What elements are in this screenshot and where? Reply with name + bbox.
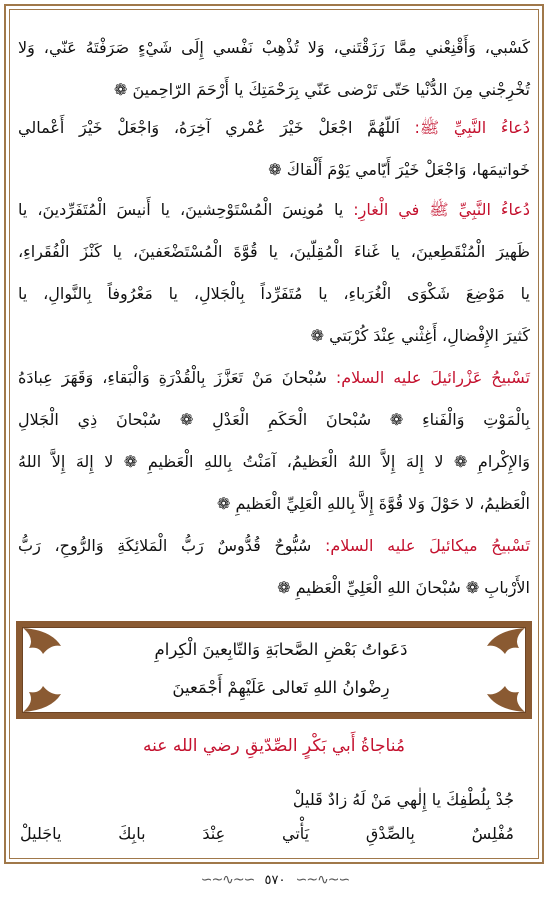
poem-line: مُفْلِسٌ بِالصِّدْقِ يَأْتي عِنْدَ بابِكَ ياجَليلْ [20,824,514,843]
text-line [18,284,530,303]
text-line [18,410,530,429]
prayer-text: خَواتيمَها، وَاجْعَلْ خَيْرَ أَيّامي يَوْمَ أَلْقاكَ ❁ [268,160,530,179]
section-heading: مُناجاةُ أَبي بَكْرٍ الصِّدّيقِ رضي الله عنه [143,736,405,756]
prayer-text: بِالْمَوْتِ وَالْفَناءِ ❁ سُبْحانَ الْحَكَمِ الْعَدْلِ ❁ سُبْحانَ ذِي الْجَلالِ [18,410,530,429]
ornament-corner-icon [21,654,81,714]
section-banner [16,621,532,719]
prayer-title: تَسْبيحُ ميكائيلَ عليه السلام: [324,536,530,555]
banner-subtitle: رِضْوانُ اللهِ تَعالى عَلَيْهِمْ أَجْمَعينَ [172,678,390,697]
prayer-text: يا مُونِسَ الْمُسْتَوْحِشينَ، يا أَنيسَ الْمُتَفَرِّدينَ، يا [18,200,354,219]
prayer-text: ظَهيرَ الْمُنْقَطِعينَ، يا غَناءَ الْمُقِلّينَ، يا قُوَّةَ الْمُسْتَضْعَفينَ، يا كَنْزَ الْفُقَراءِ، [18,242,530,261]
prayer-text: وَالإِكْرامِ ❁ لا إِلهَ إِلاَّ اللهُ الْعَظيمُ، آمَنْتُ بِاللهِ الْعَظيمِ ❁ لا إِلهَ إِلاَّ اللهُ [18,452,530,471]
text-line [18,38,530,57]
prayer-text: الْعَظيمُ، لا حَوْلَ وَلا قُوَّةَ إِلاَّ بِاللهِ الْعَلِيِّ الْعَظيمِ ❁ [217,494,530,513]
poem-line: جُدْ بِلُطْفِكَ يا إِلٰهي مَنْ لَهُ زادٌ قَليلْ [292,790,514,809]
text-line [18,368,530,387]
text-line [18,326,530,345]
prayer-title: دُعاءُ النَّبِيِّ ﷺ: [414,118,530,137]
prayer-title: دُعاءُ النَّبِيِّ ﷺ في الْغارِ: [353,200,530,219]
prayer-title: تَسْبيحُ عَزْرائيلَ عليه السلام: [335,368,530,387]
banner-title: دَعَواتُ بَعْضِ الصَّحابَةِ وَالتّابِعينَ الْكِرامِ [154,640,408,659]
page-number: ∽~∿~∽ ٥٧٠ ∽~∿~∽ [200,872,350,888]
prayer-text: اَللّهُمَّ اجْعَلْ خَيْرَ عُمْري آخِرَهُ، وَاجْعَلْ خَيْرَ أَعْمالي [18,118,415,137]
text-line [18,200,530,223]
text-line [18,536,530,555]
text-line [18,494,530,513]
prayer-text: سُبُّوحٌ قُدُّوسٌ رَبُّ الْمَلائِكَةِ وَالرُّوحِ، رَبُّ [18,536,325,555]
prayer-text: كَسْبي، وَأَقْنِعْني مِمَّا رَزَقْتَني، وَلا تُذْهِبْ نَفْسي إِلَى شَيْءٍ صَرَفْتَهُ عَنّي، وَلا [18,38,530,57]
text-line [18,118,530,141]
prayer-text: سُبْحانَ مَنْ تَعَزَّزَ بِالْقُدْرَةِ وَالْبَقاءِ، وَقَهَرَ عِبادَهُ [18,368,336,387]
swirl-ornament-icon: ∽~∿~∽ [200,872,255,888]
prayer-text: الأَرْبابِ ❁ سُبْحانَ اللهِ الْعَلِيِّ الْعَظيمِ ❁ [277,578,530,597]
swirl-ornament-icon: ∽~∿~∽ [295,872,350,888]
text-line [18,80,530,99]
text-line [18,578,530,597]
text-line [18,452,530,471]
prayer-text: كَثيرَ الإِفْضالِ، أَغِثْني عِنْدَ كُرْبَتي ❁ [310,326,530,345]
text-line [18,242,530,261]
prayer-text: تُخْرِجْني مِنَ الدُّنْيا حَتّى تَرْضى عَنّي بِرَحْمَتِكَ يا أَرْحَمَ الرّاحِمينَ ❁ [113,80,530,99]
text-line [18,160,530,179]
prayer-text: يا مَوْضِعَ شَكْوَى الْغُرَباءِ، يا مُتَفَرِّداً بِالْجَلالِ، يا مَعْرُوفاً بِالنَّوالِ، يا [18,284,530,303]
ornament-corner-icon [467,654,527,714]
